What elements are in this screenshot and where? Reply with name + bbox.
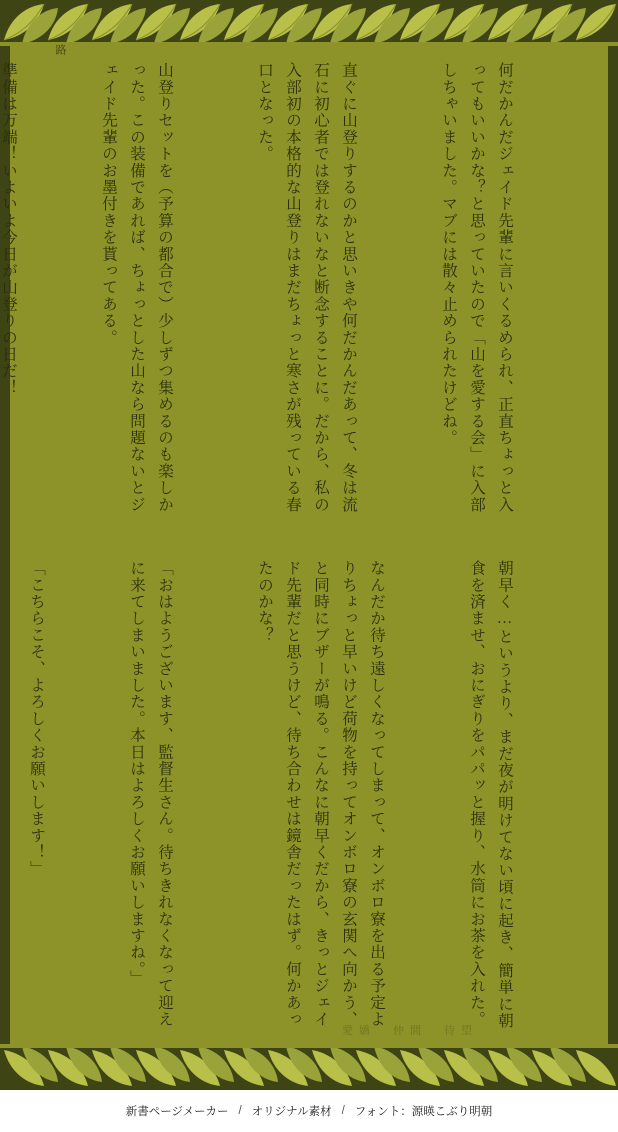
text-column: 山登りセットを（予算の都合で）少しずつ集めるのも楽しかった。この装備であれば、ちょっとした山なら問題ないとジェイド先輩のお墨付きを貰ってある。 [100,62,173,513]
text-column: 「おはようございます、監督生さん。待ちきれなくなって迎えに来てしまいました。本日はよろしくお願いしますね。」 [128,560,173,1028]
text-column: 直ぐに山登りするのかと思いきや何だかんだあって、冬は流石に初心者では登れないなと断念することに。だから、私の入部初の本格的な山登りはまだちょっと寒さが残っている春口となった。 [256,62,357,513]
leaf-border-top [0,0,618,46]
text-column: 準備は万端！いよいよ今日が山登りの日だ！ [0,62,17,396]
novel-text-upper [0,62,582,522]
credit-separator: / [341,1105,345,1117]
text-column: 朝早く…というより、まだ夜が明けてない頃に起き、簡単に朝食を済ませ、おにぎりをパパッと握り、水筒にお茶を入れた。 [468,560,513,1030]
credit-font: フォント：源暎こぶり明朝 [354,1106,493,1118]
page-corner-label: 路 [54,44,66,55]
credit-separator: / [238,1105,242,1117]
credit-bar [0,1090,618,1132]
credit-material: オリジナル素材 [251,1106,332,1118]
text-column: 何だかんだジェイド先輩に言いくるめられ、正直ちょっと入ってもいいかな？と思っていたので「山を愛する会」に入部しちゃいました。マブには散々止められたけどね。 [440,62,513,513]
text-column: 「こちらこそ、よろしくお願いします！」 [28,560,45,878]
page-border-right [608,0,618,1090]
novel-text-lower [0,560,582,1030]
page-footer-keywords: 愛嬌 仲間 待望 [342,1025,478,1037]
leaf-border-bottom [0,1044,618,1090]
text-column: なんだか待ち遠しくなってしまって、オンボロ寮を出る予定よりちょっと早いけど荷物を持ってオンボロ寮の玄関へ向かう、と同時にブザーが鳴る。こんなに朝早くだから、きっとジェイド先輩だと思うけど、待ち合わせは鏡舎だったはず。何かあったのかな？ [256,560,385,1028]
credit-site-name: 新書ページメーカー [125,1106,229,1118]
